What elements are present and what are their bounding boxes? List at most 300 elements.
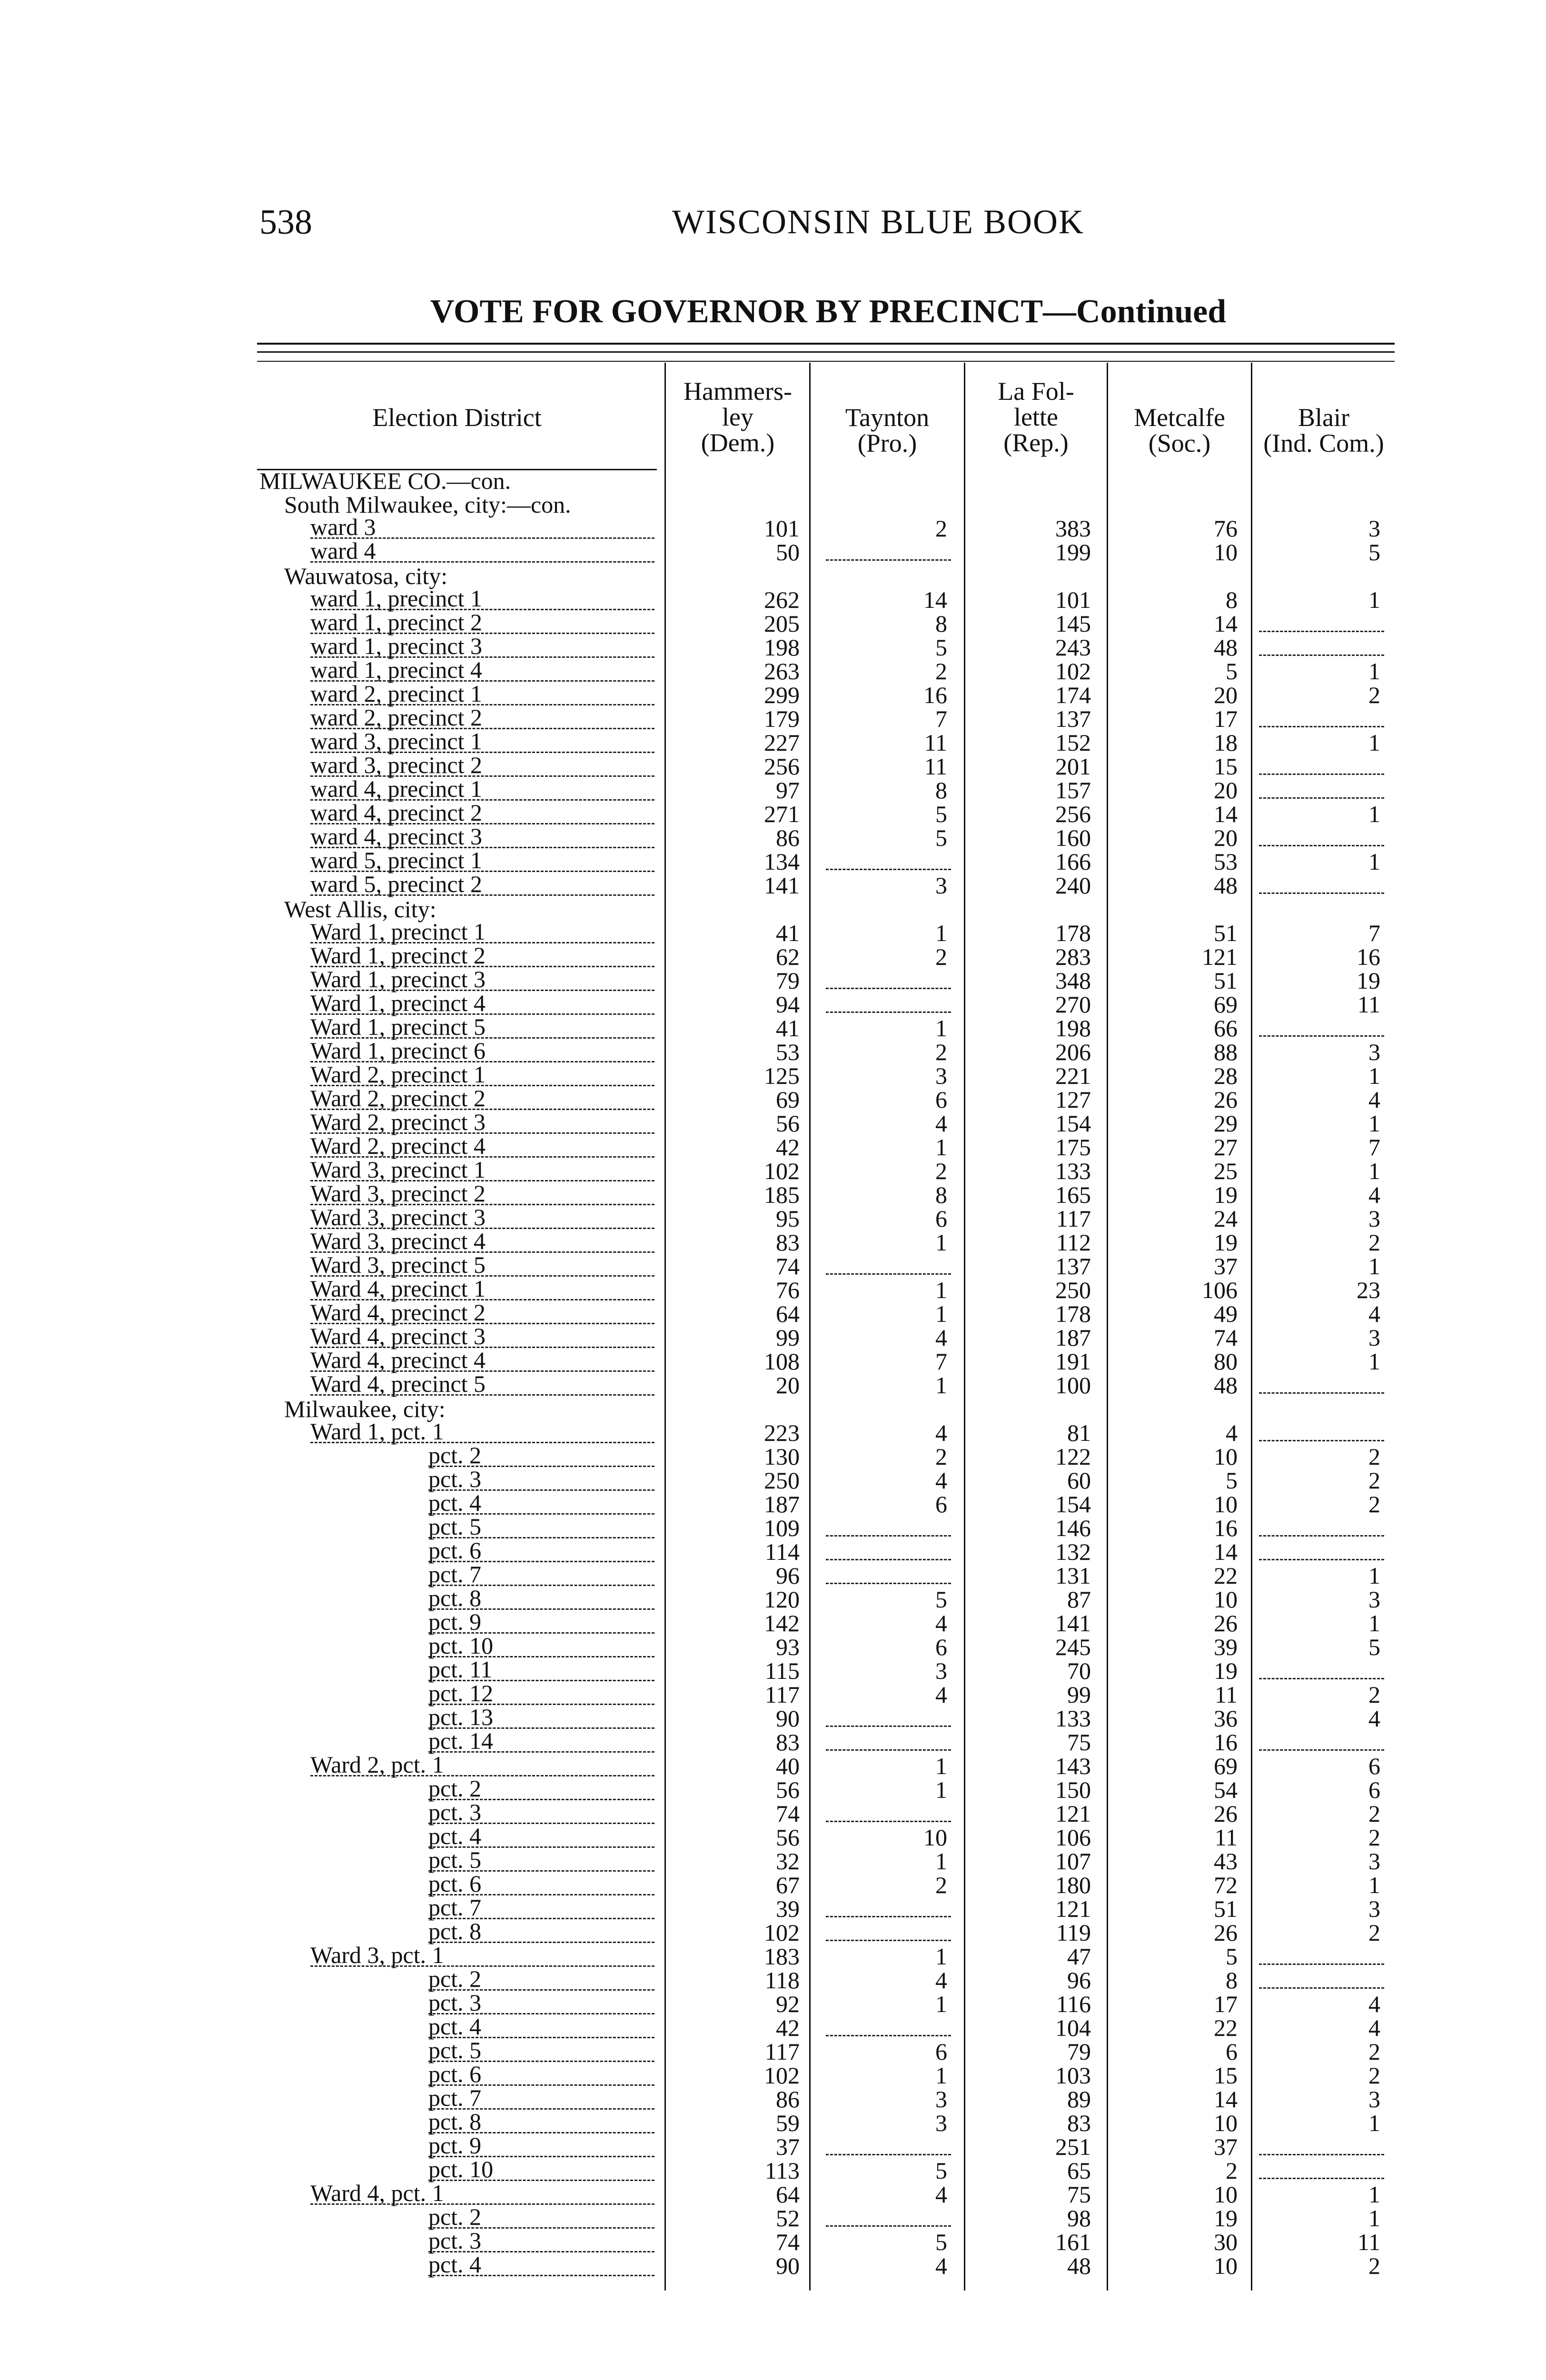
table-row	[0, 1680, 1546, 1708]
hammersley-votes: 102	[764, 2062, 800, 2089]
lafollette-votes: 157	[1055, 777, 1091, 803]
hammersley-votes: 109	[764, 1515, 800, 1541]
metcalfe-votes: 26	[1214, 1800, 1238, 1827]
lafollette-votes: 65	[1067, 2157, 1091, 2184]
no-votes-dash	[1259, 1659, 1384, 1679]
table-row	[0, 656, 1546, 684]
hammersley-votes: 134	[764, 848, 800, 875]
page-header	[259, 202, 1378, 259]
taynton-votes: 2	[935, 658, 947, 684]
metcalfe-votes: 16	[1214, 1515, 1238, 1541]
blair-votes: 2	[1368, 1229, 1380, 1256]
district-label: pct. 8	[428, 1921, 654, 1943]
section-heading-row	[0, 897, 1546, 921]
metcalfe-votes: 37	[1214, 2133, 1238, 2160]
taynton-votes: 4	[935, 1681, 947, 1708]
lafollette-votes: 152	[1055, 729, 1091, 756]
hammersley-votes: 271	[764, 801, 800, 827]
taynton-votes: 4	[935, 1610, 947, 1636]
district-label: Ward 4, precinct 5	[310, 1373, 654, 1396]
district-label: pct. 12	[428, 1683, 654, 1705]
table-row	[0, 1918, 1546, 1946]
lafollette-votes: 256	[1055, 801, 1091, 827]
table-row	[0, 516, 1546, 540]
metcalfe-votes: 26	[1214, 1919, 1238, 1946]
table-row	[0, 1468, 1546, 1492]
blair-votes: 2	[1368, 682, 1380, 708]
district-label: pct. 3	[428, 1468, 654, 1491]
taynton-votes: 3	[935, 872, 947, 899]
hammersley-votes: 69	[776, 1086, 800, 1113]
metcalfe-votes: 28	[1214, 1062, 1238, 1089]
lafollette-votes: 112	[1056, 1229, 1091, 1256]
lafollette-votes: 119	[1056, 1919, 1091, 1946]
lafollette-votes: 101	[1055, 586, 1091, 613]
blair-votes: 1	[1368, 1253, 1380, 1279]
hammersley-votes: 42	[776, 2014, 800, 2041]
metcalfe-votes: 88	[1214, 1039, 1238, 1065]
hammersley-votes: 262	[764, 586, 800, 613]
blair-votes: 1	[1368, 1610, 1380, 1636]
table-row	[0, 2108, 1546, 2136]
taynton-votes: 2	[935, 943, 947, 970]
taynton-votes: 1	[935, 1015, 947, 1041]
metcalfe-votes: 80	[1214, 1348, 1238, 1375]
blair-votes: 7	[1368, 920, 1380, 946]
metcalfe-votes: 36	[1214, 1705, 1238, 1732]
lafollette-votes: 117	[1056, 1205, 1091, 1232]
taynton-votes: 5	[935, 2229, 947, 2255]
table-row	[0, 1513, 1546, 1541]
metcalfe-votes: 16	[1214, 1729, 1238, 1755]
district-label: Ward 3, precinct 4	[310, 1230, 654, 1253]
lafollette-votes: 201	[1055, 753, 1091, 780]
district-label: ward 2, precinct 1	[310, 683, 654, 705]
district-label: ward 3	[310, 516, 654, 539]
district-label: pct. 9	[428, 2135, 654, 2157]
district-label: pct. 13	[428, 1706, 654, 1729]
blair-votes: 16	[1357, 943, 1380, 970]
metcalfe-votes: 26	[1214, 1610, 1238, 1636]
hammersley-votes: 53	[776, 1039, 800, 1065]
no-votes-dash	[1259, 826, 1384, 846]
metcalfe-votes: 53	[1214, 848, 1238, 875]
hammersley-votes: 115	[764, 1657, 800, 1684]
district-label: pct. 4	[428, 1492, 654, 1515]
hammersley-votes: 52	[776, 2205, 800, 2231]
lafollette-votes: 143	[1055, 1753, 1091, 1779]
metcalfe-votes: 19	[1214, 1657, 1238, 1684]
district-label: pct. 2	[428, 1968, 654, 1991]
lafollette-votes: 243	[1055, 634, 1091, 661]
book-title: WISCONSIN BLUE BOOK	[672, 203, 1084, 241]
lafollette-votes: 102	[1055, 658, 1091, 684]
district-label: ward 1, precinct 3	[310, 635, 654, 658]
table-row	[0, 754, 1546, 778]
blair-votes: 4	[1368, 2014, 1380, 2041]
hammersley-votes: 179	[764, 705, 800, 732]
table-row	[0, 2013, 1546, 2041]
district-label: ward 1, precinct 2	[310, 612, 654, 634]
hammersley-votes: 20	[776, 1372, 800, 1398]
lafollette-votes: 89	[1067, 2086, 1091, 2112]
lafollette-votes: 75	[1067, 2181, 1091, 2208]
district-label: pct. 14	[428, 1730, 654, 1753]
header-blair: Blair (Ind. Com.)	[1263, 403, 1384, 457]
hammersley-votes: 59	[776, 2110, 800, 2136]
table-row	[0, 1180, 1546, 1208]
no-votes-dash	[1259, 1968, 1384, 1989]
hammersley-votes: 113	[764, 2157, 800, 2184]
no-votes-dash	[826, 2135, 951, 2155]
table-row	[0, 823, 1546, 851]
hammersley-votes: 187	[764, 1491, 800, 1517]
taynton-votes: 3	[935, 2086, 947, 2112]
hammersley-votes: 256	[764, 753, 800, 780]
lafollette-votes: 116	[1056, 1991, 1091, 2017]
hammersley-votes: 227	[764, 729, 800, 756]
taynton-votes: 14	[923, 586, 947, 613]
table-row	[0, 1706, 1546, 1730]
blair-votes: 2	[1368, 2062, 1380, 2089]
metcalfe-votes: 43	[1214, 1848, 1238, 1874]
taynton-votes: 4	[935, 1467, 947, 1494]
hammersley-votes: 42	[776, 1134, 800, 1160]
district-label: pct. 5	[428, 1516, 654, 1538]
no-votes-dash	[1259, 2135, 1384, 2155]
district-label: pct. 8	[428, 2111, 654, 2133]
section-heading-row	[0, 493, 1546, 516]
metcalfe-votes: 51	[1214, 920, 1238, 946]
header-taynton: Taynton (Pro.)	[845, 403, 930, 457]
hammersley-votes: 90	[776, 2252, 800, 2279]
blair-votes: 2	[1368, 1467, 1380, 1494]
table-row	[0, 992, 1546, 1016]
district-label: pct. 6	[428, 2063, 654, 2086]
lafollette-votes: 127	[1055, 1086, 1091, 1113]
metcalfe-votes: 10	[1214, 2252, 1238, 2279]
no-votes-dash	[1259, 778, 1384, 799]
hammersley-votes: 67	[776, 1872, 800, 1898]
taynton-votes: 5	[935, 634, 947, 661]
lafollette-votes: 137	[1055, 705, 1091, 732]
district-label: Ward 3, pct. 1	[310, 1944, 654, 1967]
no-votes-dash	[1259, 1516, 1384, 1537]
district-label: ward 5, precinct 2	[310, 873, 654, 896]
lafollette-votes: 165	[1055, 1181, 1091, 1208]
lafollette-votes: 383	[1055, 515, 1091, 542]
hammersley-votes: 74	[776, 1800, 800, 1827]
blair-votes: 1	[1368, 1562, 1380, 1589]
lafollette-votes: 106	[1055, 1824, 1091, 1851]
district-label: ward 4, precinct 3	[310, 826, 654, 848]
section-heading: West Allis, city:	[284, 896, 436, 922]
hammersley-votes: 142	[764, 1610, 800, 1636]
blair-votes: 3	[1368, 1586, 1380, 1613]
taynton-votes: 8	[935, 777, 947, 803]
taynton-votes: 4	[935, 1324, 947, 1351]
table-row	[0, 2063, 1546, 2087]
blair-votes: 4	[1368, 1181, 1380, 1208]
lafollette-votes: 178	[1055, 1300, 1091, 1327]
table-row	[0, 1870, 1546, 1898]
top-rule	[257, 343, 1395, 345]
metcalfe-votes: 18	[1214, 729, 1238, 756]
metcalfe-votes: 10	[1214, 539, 1238, 565]
taynton-votes: 2	[935, 1872, 947, 1898]
taynton-votes: 6	[935, 1205, 947, 1232]
table-row	[0, 1489, 1546, 1517]
taynton-votes: 8	[935, 610, 947, 637]
table-row	[0, 1799, 1546, 1827]
table-row	[0, 537, 1546, 565]
blair-votes: 3	[1368, 1205, 1380, 1232]
no-votes-dash	[826, 1730, 951, 1751]
district-label: ward 1, precinct 4	[310, 659, 654, 682]
table-row	[0, 1037, 1546, 1065]
lafollette-votes: 132	[1055, 1538, 1091, 1565]
hammersley-votes: 263	[764, 658, 800, 684]
blair-votes: 1	[1368, 1872, 1380, 1898]
no-votes-dash	[1259, 1373, 1384, 1394]
hammersley-votes: 198	[764, 634, 800, 661]
district-label: Ward 2, precinct 4	[310, 1135, 654, 1158]
metcalfe-votes: 5	[1226, 1467, 1238, 1494]
hammersley-votes: 205	[764, 610, 800, 637]
no-votes-dash	[1259, 1016, 1384, 1037]
blair-votes: 3	[1368, 1324, 1380, 1351]
lafollette-votes: 187	[1055, 1324, 1091, 1351]
district-label: ward 1, precinct 1	[310, 588, 654, 610]
taynton-votes: 1	[935, 1300, 947, 1327]
district-label: pct. 7	[428, 2087, 654, 2110]
metcalfe-votes: 51	[1214, 1895, 1238, 1922]
district-label: Ward 2, precinct 1	[310, 1064, 654, 1086]
district-label: pct. 4	[428, 1825, 654, 1848]
taynton-votes: 5	[935, 824, 947, 851]
section-heading: Wauwatosa, city:	[284, 563, 448, 589]
table-row	[0, 2132, 1546, 2160]
lafollette-votes: 145	[1055, 610, 1091, 637]
hammersley-votes: 102	[764, 1919, 800, 1946]
table-row	[0, 775, 1546, 803]
district-label: Ward 3, precinct 5	[310, 1254, 654, 1277]
lafollette-votes: 283	[1055, 943, 1091, 970]
metcalfe-votes: 25	[1214, 1158, 1238, 1184]
metcalfe-votes: 17	[1214, 1991, 1238, 2017]
table-row	[0, 1775, 1546, 1803]
section-heading-row	[0, 469, 1546, 493]
hammersley-votes: 223	[764, 1419, 800, 1446]
metcalfe-votes: 11	[1214, 1681, 1238, 1708]
lafollette-votes: 131	[1055, 1562, 1091, 1589]
lafollette-votes: 107	[1055, 1848, 1091, 1874]
metcalfe-votes: 106	[1202, 1277, 1238, 1303]
taynton-votes: 16	[923, 682, 947, 708]
metcalfe-votes: 14	[1214, 801, 1238, 827]
hammersley-votes: 83	[776, 1729, 800, 1755]
hammersley-votes: 62	[776, 943, 800, 970]
metcalfe-votes: 39	[1214, 1634, 1238, 1660]
no-votes-dash	[1259, 1944, 1384, 1965]
hammersley-votes: 141	[764, 872, 800, 899]
metcalfe-votes: 66	[1214, 1015, 1238, 1041]
metcalfe-votes: 27	[1214, 1134, 1238, 1160]
hammersley-votes: 114	[764, 1538, 800, 1565]
district-label: ward 2, precinct 2	[310, 707, 654, 729]
taynton-votes: 1	[935, 1229, 947, 1256]
district-label: Ward 3, precinct 1	[310, 1159, 654, 1181]
district-label: Ward 4, pct. 1	[310, 2182, 654, 2205]
district-label: Ward 3, precinct 3	[310, 1207, 654, 1229]
table-row	[0, 1561, 1546, 1589]
no-votes-dash	[826, 850, 951, 870]
hammersley-votes: 56	[776, 1776, 800, 1803]
metcalfe-votes: 10	[1214, 1586, 1238, 1613]
no-votes-dash	[826, 1802, 951, 1822]
hammersley-votes: 120	[764, 1586, 800, 1613]
district-label: Ward 1, precinct 6	[310, 1040, 654, 1062]
lafollette-votes: 245	[1055, 1634, 1091, 1660]
lafollette-votes: 154	[1055, 1491, 1091, 1517]
metcalfe-votes: 20	[1214, 824, 1238, 851]
table-row	[0, 1751, 1546, 1779]
taynton-votes: 1	[935, 1991, 947, 2017]
table-row	[0, 1132, 1546, 1160]
header-metcalfe: Metcalfe (Soc.)	[1134, 403, 1225, 457]
lafollette-votes: 251	[1055, 2133, 1091, 2160]
table-row	[0, 2182, 1546, 2206]
no-votes-dash	[826, 1254, 951, 1275]
metcalfe-votes: 48	[1214, 1372, 1238, 1398]
blair-votes: 3	[1368, 1848, 1380, 1874]
district-label: pct. 3	[428, 1992, 654, 2014]
blair-votes: 1	[1368, 658, 1380, 684]
hammersley-votes: 117	[764, 1681, 800, 1708]
table-row	[0, 1537, 1546, 1565]
hammersley-votes: 183	[764, 1943, 800, 1970]
hammersley-votes: 37	[776, 2133, 800, 2160]
table-row	[0, 1989, 1546, 2017]
table-row	[0, 2227, 1546, 2255]
table-row	[0, 1061, 1546, 1089]
blair-votes: 1	[1368, 2205, 1380, 2231]
hammersley-votes: 41	[776, 920, 800, 946]
no-votes-dash	[826, 1706, 951, 1727]
district-label: pct. 6	[428, 1540, 654, 1562]
no-votes-dash	[826, 1516, 951, 1537]
table-row	[0, 704, 1546, 732]
metcalfe-votes: 26	[1214, 1086, 1238, 1113]
metcalfe-votes: 121	[1202, 943, 1238, 970]
table-row	[0, 2156, 1546, 2184]
taynton-votes: 1	[935, 1753, 947, 1779]
metcalfe-votes: 37	[1214, 1253, 1238, 1279]
blair-votes: 4	[1368, 1991, 1380, 2017]
metcalfe-votes: 19	[1214, 2205, 1238, 2231]
no-votes-dash	[1259, 612, 1384, 632]
metcalfe-votes: 2	[1226, 2157, 1238, 2184]
hammersley-votes: 92	[776, 1991, 800, 2017]
blair-votes: 1	[1368, 1062, 1380, 1089]
hammersley-votes: 90	[776, 1705, 800, 1732]
hammersley-votes: 64	[776, 1300, 800, 1327]
blair-votes: 4	[1368, 1300, 1380, 1327]
metcalfe-votes: 14	[1214, 2086, 1238, 2112]
table-row	[0, 1299, 1546, 1327]
hammersley-votes: 299	[764, 682, 800, 708]
hammersley-votes: 94	[776, 991, 800, 1018]
blair-votes: 11	[1357, 991, 1380, 1018]
page-number: 538	[259, 203, 312, 242]
lafollette-votes: 99	[1067, 1681, 1091, 1708]
district-label: Ward 2, pct. 1	[310, 1754, 654, 1776]
no-votes-dash	[826, 992, 951, 1013]
district-label: pct. 8	[428, 1587, 654, 1610]
lafollette-votes: 104	[1055, 2014, 1091, 2041]
table-row	[0, 1349, 1546, 1373]
table-row	[0, 2251, 1546, 2279]
hammersley-votes: 130	[764, 1443, 800, 1470]
metcalfe-votes: 22	[1214, 1562, 1238, 1589]
district-label: pct. 3	[428, 1802, 654, 1824]
district-label: pct. 2	[428, 1778, 654, 1800]
taynton-votes: 2	[935, 1158, 947, 1184]
blair-votes: 5	[1368, 1634, 1380, 1660]
hammersley-votes: 118	[764, 1967, 800, 1993]
district-label: pct. 4	[428, 2254, 654, 2276]
metcalfe-votes: 6	[1226, 2038, 1238, 2065]
no-votes-dash	[1259, 1540, 1384, 1560]
hammersley-votes: 97	[776, 777, 800, 803]
taynton-votes: 1	[935, 2062, 947, 2089]
hammersley-votes: 50	[776, 539, 800, 565]
metcalfe-votes: 19	[1214, 1229, 1238, 1256]
no-votes-dash	[826, 2206, 951, 2227]
lafollette-votes: 75	[1067, 1729, 1091, 1755]
blair-votes: 2	[1368, 1800, 1380, 1827]
lafollette-votes: 121	[1055, 1895, 1091, 1922]
district-label: pct. 4	[428, 2016, 654, 2038]
lafollette-votes: 270	[1055, 991, 1091, 1018]
no-votes-dash	[1259, 707, 1384, 727]
lafollette-votes: 122	[1055, 1443, 1091, 1470]
metcalfe-votes: 11	[1214, 1824, 1238, 1851]
hammersley-votes: 41	[776, 1015, 800, 1041]
metcalfe-votes: 8	[1226, 1967, 1238, 1993]
blair-votes: 11	[1357, 2229, 1380, 2255]
table-row	[0, 1442, 1546, 1470]
lafollette-votes: 348	[1055, 967, 1091, 994]
table-row	[0, 728, 1546, 756]
taynton-votes: 11	[924, 753, 947, 780]
hammersley-votes: 102	[764, 1158, 800, 1184]
blair-votes: 2	[1368, 1824, 1380, 1851]
lafollette-votes: 100	[1055, 1372, 1091, 1398]
metcalfe-votes: 74	[1214, 1324, 1238, 1351]
no-votes-dash	[1259, 873, 1384, 894]
lafollette-votes: 191	[1055, 1348, 1091, 1375]
table-row	[0, 1656, 1546, 1684]
table-row	[0, 1251, 1546, 1279]
lafollette-votes: 206	[1055, 1039, 1091, 1065]
top-rule	[257, 351, 1395, 353]
table-row	[0, 2084, 1546, 2112]
blair-votes: 1	[1368, 729, 1380, 756]
no-votes-dash	[1259, 635, 1384, 656]
no-votes-dash	[826, 1897, 951, 1917]
hammersley-votes: 99	[776, 1324, 800, 1351]
